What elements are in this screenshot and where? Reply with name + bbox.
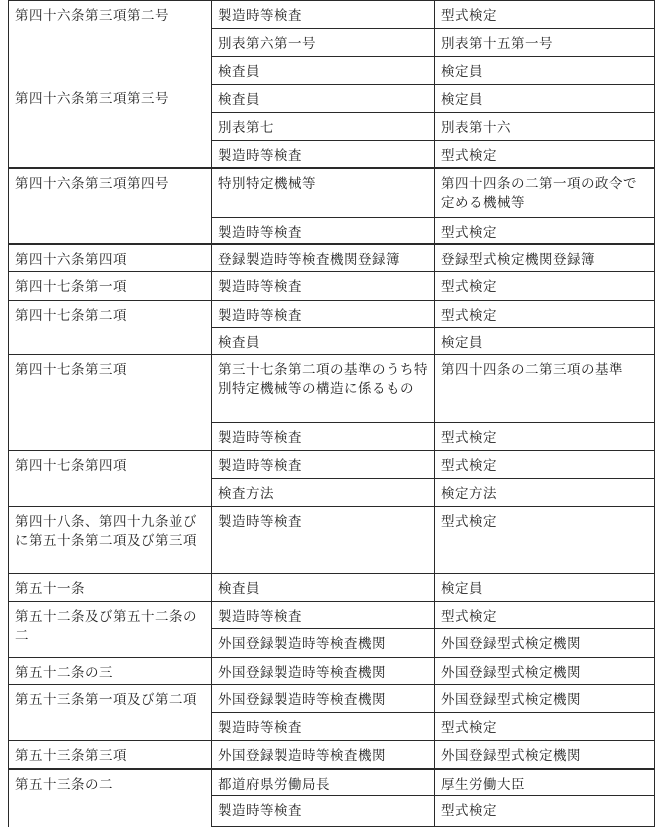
replacement-term-cell: 検定方法 xyxy=(435,478,655,506)
table-row xyxy=(9,478,655,506)
replacement-term-cell: 別表第十五第一号 xyxy=(435,29,655,56)
replacement-term-cell: 型式検定 xyxy=(435,796,655,827)
original-term-cell: 製造時等検査 xyxy=(212,602,435,629)
table-row xyxy=(9,506,655,573)
table-row xyxy=(9,113,655,140)
replacement-term-cell: 検定員 xyxy=(435,56,655,84)
article-cell: 第四十八条、第四十九条並びに第五十条第二項及び第三項 xyxy=(9,506,212,573)
original-term-cell: 検査員 xyxy=(212,84,435,112)
article-cell: 第四十六条第四項 xyxy=(9,244,212,271)
replacement-term-cell: 型式検定 xyxy=(435,506,655,573)
table-row xyxy=(9,217,655,244)
replacement-table xyxy=(8,0,655,827)
replacement-term-cell: 検定員 xyxy=(435,573,655,601)
replacement-term-cell: 検定員 xyxy=(435,327,655,354)
table-row xyxy=(9,657,655,684)
table-row xyxy=(9,84,655,112)
original-term-cell: 検査員 xyxy=(212,327,435,354)
table-row xyxy=(9,769,655,796)
article-cell xyxy=(9,217,212,244)
original-term-cell: 都道府県労働局長 xyxy=(212,769,435,796)
original-term-cell: 外国登録製造時等検査機関 xyxy=(212,657,435,684)
original-term-cell: 製造時等検査 xyxy=(212,506,435,573)
article-cell: 第五十三条第一項及び第二項 xyxy=(9,685,212,741)
article-cell: 第五十二条の三 xyxy=(9,657,212,684)
original-term-cell: 検査員 xyxy=(212,573,435,601)
replacement-term-cell: 別表第十六 xyxy=(435,113,655,140)
original-term-cell: 別表第七 xyxy=(212,113,435,140)
replacement-term-cell: 登録型式検定機関登録簿 xyxy=(435,244,655,271)
article-cell: 第五十一条 xyxy=(9,573,212,601)
original-term-cell: 製造時等検査 xyxy=(212,217,435,244)
table-row xyxy=(9,168,655,217)
table-row xyxy=(9,451,655,478)
original-term-cell: 外国登録製造時等検査機関 xyxy=(212,629,435,657)
table-row xyxy=(9,300,655,327)
original-term-cell: 別表第六第一号 xyxy=(212,29,435,56)
table-row xyxy=(9,740,655,768)
original-term-cell: 製造時等検査 xyxy=(212,272,435,300)
table-row xyxy=(9,573,655,601)
original-term-cell: 製造時等検査 xyxy=(212,423,435,451)
article-cell xyxy=(9,56,212,84)
table-row xyxy=(9,56,655,84)
replacement-term-cell: 型式検定 xyxy=(435,272,655,300)
article-cell xyxy=(9,423,212,451)
replacement-term-cell: 外国登録型式検定機関 xyxy=(435,629,655,657)
table-row xyxy=(9,423,655,451)
article-cell: 第四十七条第二項 xyxy=(9,300,212,327)
article-cell: 第四十七条第三項 xyxy=(9,355,212,423)
replacement-term-cell: 型式検定 xyxy=(435,713,655,740)
article-cell xyxy=(9,478,212,506)
original-term-cell: 登録製造時等検査機関登録簿 xyxy=(212,244,435,271)
table-row xyxy=(9,1,655,29)
table-row xyxy=(9,685,655,713)
replacement-term-cell: 検定員 xyxy=(435,84,655,112)
table-row xyxy=(9,140,655,168)
original-term-cell: 製造時等検査 xyxy=(212,451,435,478)
original-term-cell: 製造時等検査 xyxy=(212,796,435,827)
table-row xyxy=(9,29,655,56)
table-row xyxy=(9,355,655,423)
replacement-term-cell: 型式検定 xyxy=(435,423,655,451)
replacement-term-cell: 第四十四条の二第三項の基準 xyxy=(435,355,655,423)
replacement-term-cell: 外国登録型式検定機関 xyxy=(435,657,655,684)
article-cell: 第五十二条及び第五十二条の二 xyxy=(9,602,212,658)
table-row xyxy=(9,244,655,271)
original-term-cell: 製造時等検査 xyxy=(212,140,435,168)
article-cell: 第五十三条第三項 xyxy=(9,740,212,768)
article-cell xyxy=(9,327,212,354)
original-term-cell: 製造時等検査 xyxy=(212,713,435,740)
replacement-term-cell: 型式検定 xyxy=(435,602,655,629)
original-term-cell: 外国登録製造時等検査機関 xyxy=(212,740,435,768)
article-cell: 第四十七条第一項 xyxy=(9,272,212,300)
table-row xyxy=(9,272,655,300)
article-cell: 第四十六条第三項第二号 xyxy=(9,1,212,29)
replacement-term-cell: 第四十四条の二第一項の政令で定める機械等 xyxy=(435,168,655,217)
original-term-cell: 外国登録製造時等検査機関 xyxy=(212,685,435,713)
replacement-term-cell: 型式検定 xyxy=(435,140,655,168)
original-term-cell: 検査方法 xyxy=(212,478,435,506)
original-term-cell: 製造時等検査 xyxy=(212,1,435,29)
article-cell xyxy=(9,29,212,56)
original-term-cell: 製造時等検査 xyxy=(212,300,435,327)
replacement-term-cell: 型式検定 xyxy=(435,217,655,244)
replacement-term-cell: 厚生労働大臣 xyxy=(435,769,655,796)
article-cell: 第四十六条第三項第四号 xyxy=(9,168,212,217)
replacement-term-cell: 型式検定 xyxy=(435,451,655,478)
article-cell xyxy=(9,140,212,168)
table-row xyxy=(9,327,655,354)
article-cell: 第五十三条の二 xyxy=(9,769,212,827)
original-term-cell: 特別特定機械等 xyxy=(212,168,435,217)
article-cell: 第四十六条第三項第三号 xyxy=(9,84,212,112)
original-term-cell: 検査員 xyxy=(212,56,435,84)
article-cell xyxy=(9,113,212,140)
replacement-term-cell: 型式検定 xyxy=(435,1,655,29)
table-row xyxy=(9,602,655,629)
replacement-term-cell: 外国登録型式検定機関 xyxy=(435,685,655,713)
replacement-term-cell: 外国登録型式検定機関 xyxy=(435,740,655,768)
replacement-term-cell: 型式検定 xyxy=(435,300,655,327)
article-cell: 第四十七条第四項 xyxy=(9,451,212,478)
original-term-cell: 第三十七条第二項の基準のうち特別特定機械等の構造に係るもの xyxy=(212,355,435,423)
